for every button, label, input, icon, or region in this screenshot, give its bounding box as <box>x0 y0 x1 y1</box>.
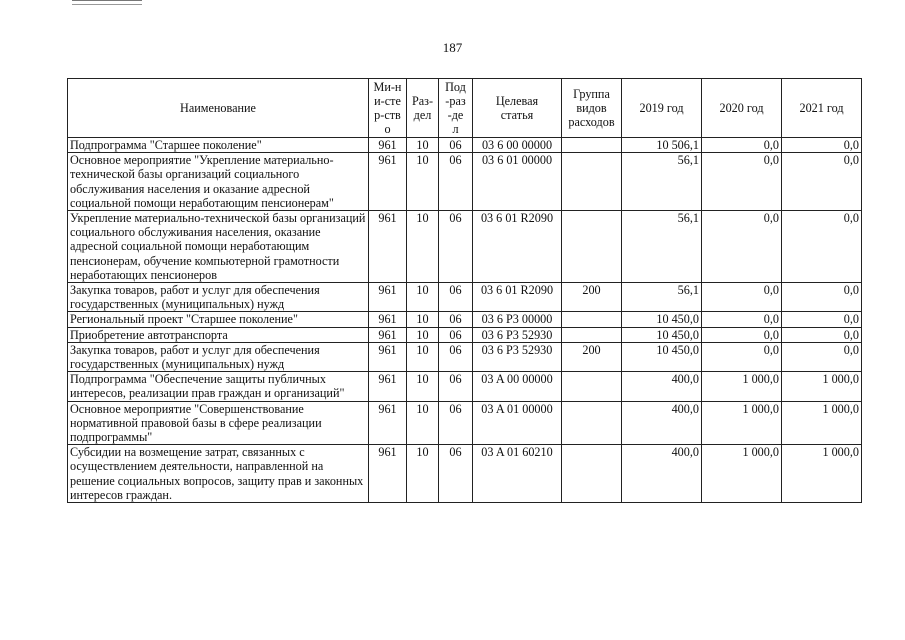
row-2019: 10 450,0 <box>622 327 702 342</box>
row-target: 03 6 01 00000 <box>473 153 562 211</box>
row-2021: 1 000,0 <box>782 401 862 445</box>
table-row <box>68 153 862 211</box>
row-section: 10 <box>407 372 439 401</box>
row-ministry: 961 <box>369 327 407 342</box>
row-target: 03 A 01 60210 <box>473 445 562 503</box>
row-subsection: 06 <box>439 211 473 283</box>
header-name: Наименование <box>68 79 369 138</box>
row-target: 03 6 01 R2090 <box>473 211 562 283</box>
table-row <box>68 138 862 153</box>
row-subsection: 06 <box>439 312 473 327</box>
table-body <box>68 138 862 503</box>
row-2020: 0,0 <box>702 153 782 211</box>
header-2020: 2020 год <box>702 79 782 138</box>
row-2021: 0,0 <box>782 342 862 371</box>
row-group <box>562 211 622 283</box>
row-group <box>562 372 622 401</box>
header-2021: 2021 год <box>782 79 862 138</box>
row-group <box>562 312 622 327</box>
row-section: 10 <box>407 153 439 211</box>
row-group <box>562 153 622 211</box>
row-2021: 1 000,0 <box>782 372 862 401</box>
row-ministry: 961 <box>369 138 407 153</box>
row-group: 200 <box>562 342 622 371</box>
row-subsection: 06 <box>439 283 473 312</box>
row-name: Подпрограмма "Обеспечение защиты публичных интересов, реализации прав граждан и организаций" <box>68 372 369 401</box>
row-2019: 400,0 <box>622 401 702 445</box>
header-subsection: Под-раз-дел <box>439 79 473 138</box>
row-target: 03 6 P3 52930 <box>473 342 562 371</box>
row-target: 03 6 00 00000 <box>473 138 562 153</box>
row-2019: 400,0 <box>622 372 702 401</box>
row-2019: 400,0 <box>622 445 702 503</box>
header-row <box>68 79 862 138</box>
table-row <box>68 401 862 445</box>
table-row <box>68 342 862 371</box>
row-2019: 10 450,0 <box>622 312 702 327</box>
row-section: 10 <box>407 283 439 312</box>
header-section: Раз-дел <box>407 79 439 138</box>
row-2019: 56,1 <box>622 283 702 312</box>
row-ministry: 961 <box>369 372 407 401</box>
row-section: 10 <box>407 342 439 371</box>
header-ministry: Ми-ни-стер-ство <box>369 79 407 138</box>
row-group: 200 <box>562 283 622 312</box>
row-2020: 0,0 <box>702 138 782 153</box>
row-target: 03 6 P3 52930 <box>473 327 562 342</box>
top-rule <box>72 0 142 5</box>
row-subsection: 06 <box>439 372 473 401</box>
row-group <box>562 445 622 503</box>
row-subsection: 06 <box>439 342 473 371</box>
row-ministry: 961 <box>369 211 407 283</box>
row-name: Подпрограмма "Старшее поколение" <box>68 138 369 153</box>
row-target: 03 6 P3 00000 <box>473 312 562 327</box>
row-name: Региональный проект "Старшее поколение" <box>68 312 369 327</box>
row-2021: 0,0 <box>782 153 862 211</box>
row-2020: 0,0 <box>702 327 782 342</box>
header-target: Целевая статья <box>473 79 562 138</box>
header-2019: 2019 год <box>622 79 702 138</box>
row-name: Закупка товаров, работ и услуг для обеспечения государственных (муниципальных) нужд <box>68 283 369 312</box>
page-number: 187 <box>442 40 463 55</box>
row-section: 10 <box>407 327 439 342</box>
row-name: Приобретение автотранспорта <box>68 327 369 342</box>
row-2020: 1 000,0 <box>702 372 782 401</box>
table-row <box>68 372 862 401</box>
row-2020: 1 000,0 <box>702 401 782 445</box>
table-row <box>68 312 862 327</box>
row-2019: 10 506,1 <box>622 138 702 153</box>
row-ministry: 961 <box>369 401 407 445</box>
row-section: 10 <box>407 138 439 153</box>
row-2021: 0,0 <box>782 211 862 283</box>
row-2020: 0,0 <box>702 312 782 327</box>
row-name: Субсидии на возмещение затрат, связанных с осуществлением деятельности, направленной на решение социальных вопросов, защиту прав и законных интересов граждан. <box>68 445 369 503</box>
row-2021: 0,0 <box>782 283 862 312</box>
table-row <box>68 445 862 503</box>
row-2020: 0,0 <box>702 283 782 312</box>
row-2019: 56,1 <box>622 153 702 211</box>
row-group <box>562 401 622 445</box>
row-name: Укрепление материально-технической базы организаций социального обслуживания населения, оказание адресной социальной помощи неработающим пенсионерам, обучение компьютерной грамотности неработающих пенсионеров <box>68 211 369 283</box>
row-2020: 1 000,0 <box>702 445 782 503</box>
table-row <box>68 327 862 342</box>
row-subsection: 06 <box>439 401 473 445</box>
row-subsection: 06 <box>439 138 473 153</box>
row-group <box>562 138 622 153</box>
table-row <box>68 211 862 283</box>
row-2020: 0,0 <box>702 211 782 283</box>
row-ministry: 961 <box>369 153 407 211</box>
row-name: Основное мероприятие "Укрепление материально-технической базы организаций социального обслуживания населения и оказание адресной социальной помощи неработающим пенсионерам" <box>68 153 369 211</box>
row-subsection: 06 <box>439 327 473 342</box>
header-group: Группа видов расходов <box>562 79 622 138</box>
budget-table <box>67 78 862 503</box>
row-section: 10 <box>407 445 439 503</box>
row-2019: 56,1 <box>622 211 702 283</box>
row-2021: 0,0 <box>782 138 862 153</box>
row-name: Закупка товаров, работ и услуг для обеспечения государственных (муниципальных) нужд <box>68 342 369 371</box>
row-target: 03 A 01 00000 <box>473 401 562 445</box>
table-row <box>68 283 862 312</box>
row-2020: 0,0 <box>702 342 782 371</box>
row-section: 10 <box>407 211 439 283</box>
row-2019: 10 450,0 <box>622 342 702 371</box>
row-2021: 0,0 <box>782 327 862 342</box>
row-ministry: 961 <box>369 312 407 327</box>
row-target: 03 6 01 R2090 <box>473 283 562 312</box>
row-target: 03 A 00 00000 <box>473 372 562 401</box>
row-ministry: 961 <box>369 283 407 312</box>
row-subsection: 06 <box>439 445 473 503</box>
row-group <box>562 327 622 342</box>
row-section: 10 <box>407 401 439 445</box>
row-subsection: 06 <box>439 153 473 211</box>
row-ministry: 961 <box>369 342 407 371</box>
row-2021: 0,0 <box>782 312 862 327</box>
row-ministry: 961 <box>369 445 407 503</box>
row-name: Основное мероприятие "Совершенствование нормативной правовой базы в сфере реализации подпрограммы" <box>68 401 369 445</box>
row-2021: 1 000,0 <box>782 445 862 503</box>
row-section: 10 <box>407 312 439 327</box>
